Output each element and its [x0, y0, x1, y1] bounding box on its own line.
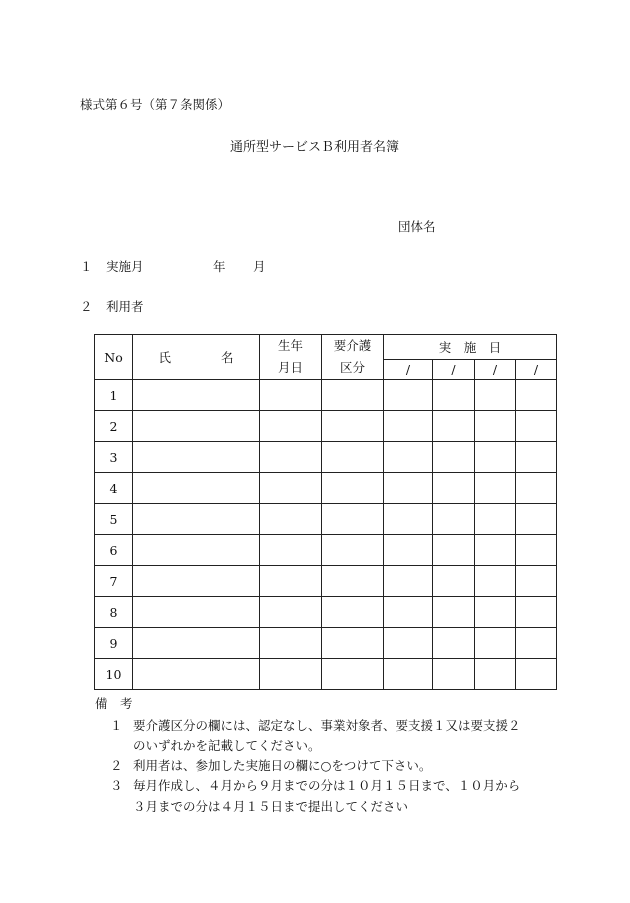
- date-cell-1[interactable]: [384, 628, 433, 659]
- row-number: 7: [95, 566, 133, 597]
- organization-label: 団体名: [398, 219, 436, 234]
- care-level-cell[interactable]: [322, 473, 384, 504]
- implementation-month-label: 実施月: [106, 259, 144, 274]
- care-level-cell[interactable]: [322, 411, 384, 442]
- row-number: 3: [95, 442, 133, 473]
- table-row: [95, 473, 557, 504]
- date-cell-2[interactable]: [433, 442, 475, 473]
- name-cell[interactable]: [133, 566, 260, 597]
- note-1-number: １: [110, 718, 123, 733]
- care-level-cell[interactable]: [322, 659, 384, 690]
- date-slot-3: /: [475, 359, 516, 379]
- section-1-number: １: [80, 259, 93, 274]
- date-slot-4: /: [516, 359, 557, 379]
- date-cell-2[interactable]: [433, 411, 475, 442]
- row-number: 5: [95, 504, 133, 535]
- table-row: [95, 659, 557, 690]
- birthdate-cell[interactable]: [260, 628, 322, 659]
- birthdate-cell[interactable]: [260, 535, 322, 566]
- date-cell-3[interactable]: [475, 566, 516, 597]
- date-cell-4[interactable]: [516, 597, 557, 628]
- name-cell[interactable]: [133, 628, 260, 659]
- birthdate-cell[interactable]: [260, 473, 322, 504]
- row-number: 10: [95, 659, 133, 690]
- note-1-line-1: 要介護区分の欄には、認定なし、事業対象者、要支援１又は要支援２: [133, 718, 521, 733]
- care-level-cell[interactable]: [322, 566, 384, 597]
- date-slot-1: /: [384, 359, 433, 379]
- birthdate-cell[interactable]: [260, 659, 322, 690]
- note-2-line-1: 利用者は、参加した実施日の欄に○をつけて下さい。: [133, 758, 432, 773]
- care-level-cell[interactable]: [322, 504, 384, 535]
- table-row: [95, 535, 557, 566]
- date-cell-1[interactable]: [384, 442, 433, 473]
- page-title: 通所型サービスＢ利用者名簿: [230, 140, 400, 155]
- birthdate-cell[interactable]: [260, 566, 322, 597]
- date-cell-1[interactable]: [384, 597, 433, 628]
- header-name-given: 名: [220, 350, 234, 365]
- care-level-cell[interactable]: [322, 535, 384, 566]
- header-name: [133, 335, 260, 380]
- name-cell[interactable]: [133, 473, 260, 504]
- date-cell-3[interactable]: [475, 380, 516, 411]
- date-cell-1[interactable]: [384, 566, 433, 597]
- date-cell-2[interactable]: [433, 535, 475, 566]
- care-level-cell[interactable]: [322, 597, 384, 628]
- form-number: 様式第６号（第７条関係）: [80, 97, 231, 112]
- table-row: [95, 411, 557, 442]
- date-cell-4[interactable]: [516, 380, 557, 411]
- note-3-line-1: 毎月作成し、４月から９月までの分は１０月１５日まで、１０月から: [133, 778, 521, 793]
- users-label: 利用者: [106, 299, 144, 314]
- row-number: 1: [95, 380, 133, 411]
- header-care-level: 要介護 区分: [322, 335, 384, 380]
- date-cell-4[interactable]: [516, 566, 557, 597]
- date-cell-2[interactable]: [433, 659, 475, 690]
- date-cell-1[interactable]: [384, 380, 433, 411]
- date-cell-4[interactable]: [516, 504, 557, 535]
- date-cell-3[interactable]: [475, 442, 516, 473]
- date-cell-1[interactable]: [384, 659, 433, 690]
- date-cell-4[interactable]: [516, 535, 557, 566]
- note-1-line-2: のいずれかを記載してください。: [133, 738, 321, 753]
- table-row: [95, 442, 557, 473]
- birthdate-cell[interactable]: [260, 380, 322, 411]
- date-cell-4[interactable]: [516, 628, 557, 659]
- row-number: 8: [95, 597, 133, 628]
- care-level-cell[interactable]: [322, 380, 384, 411]
- date-cell-3[interactable]: [475, 659, 516, 690]
- name-cell[interactable]: [133, 411, 260, 442]
- date-cell-4[interactable]: [516, 442, 557, 473]
- date-cell-2[interactable]: [433, 473, 475, 504]
- date-cell-1[interactable]: [384, 504, 433, 535]
- row-number: 4: [95, 473, 133, 504]
- table-row: [95, 380, 557, 411]
- section-2-number: ２: [80, 299, 93, 314]
- table-row: [95, 566, 557, 597]
- birthdate-cell[interactable]: [260, 597, 322, 628]
- header-implementation-date: 実 施 日: [384, 335, 557, 360]
- care-level-cell[interactable]: [322, 442, 384, 473]
- date-cell-2[interactable]: [433, 597, 475, 628]
- name-cell[interactable]: [133, 597, 260, 628]
- header-no: No: [95, 335, 133, 380]
- date-cell-2[interactable]: [433, 566, 475, 597]
- date-cell-3[interactable]: [475, 473, 516, 504]
- name-cell[interactable]: [133, 380, 260, 411]
- birthdate-cell[interactable]: [260, 411, 322, 442]
- notes-title: 備 考: [95, 696, 133, 711]
- date-cell-3[interactable]: [475, 535, 516, 566]
- name-cell[interactable]: [133, 504, 260, 535]
- date-cell-1[interactable]: [384, 473, 433, 504]
- date-cell-3[interactable]: [475, 597, 516, 628]
- name-cell[interactable]: [133, 535, 260, 566]
- date-cell-1[interactable]: [384, 411, 433, 442]
- user-roster-table: [94, 334, 557, 690]
- row-number: 9: [95, 628, 133, 659]
- header-name-surname: 氏: [158, 350, 172, 365]
- birthdate-cell[interactable]: [260, 504, 322, 535]
- table-row: [95, 597, 557, 628]
- date-cell-3[interactable]: [475, 411, 516, 442]
- year-label: 年: [213, 259, 226, 274]
- note-2-number: ２: [110, 758, 123, 773]
- date-cell-3[interactable]: [475, 504, 516, 535]
- name-cell[interactable]: [133, 442, 260, 473]
- care-level-cell[interactable]: [322, 628, 384, 659]
- date-cell-2[interactable]: [433, 628, 475, 659]
- month-label: 月: [253, 259, 266, 274]
- birthdate-cell[interactable]: [260, 442, 322, 473]
- date-cell-3[interactable]: [475, 628, 516, 659]
- note-3-number: ３: [110, 778, 123, 793]
- table-row: [95, 504, 557, 535]
- date-cell-4[interactable]: [516, 659, 557, 690]
- row-number: 6: [95, 535, 133, 566]
- name-cell[interactable]: [133, 659, 260, 690]
- table-row: [95, 628, 557, 659]
- date-cell-4[interactable]: [516, 411, 557, 442]
- date-cell-2[interactable]: [433, 504, 475, 535]
- date-cell-1[interactable]: [384, 535, 433, 566]
- header-birthdate: 生年 月日: [260, 335, 322, 380]
- note-3-line-2: ３月までの分は４月１５日まで提出してください: [133, 799, 409, 814]
- row-number: 2: [95, 411, 133, 442]
- date-cell-4[interactable]: [516, 473, 557, 504]
- date-slot-2: /: [433, 359, 475, 379]
- date-cell-2[interactable]: [433, 380, 475, 411]
